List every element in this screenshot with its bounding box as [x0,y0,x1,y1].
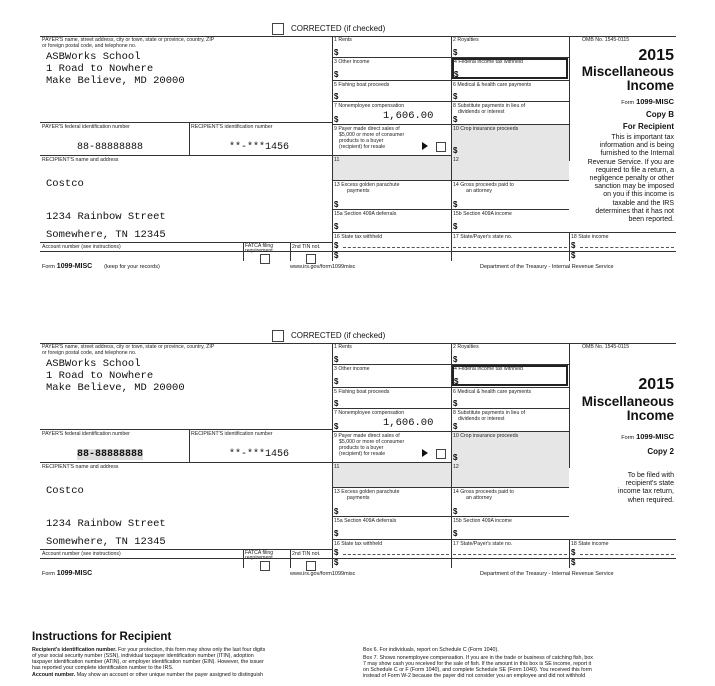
box14-dollar: $ [453,507,458,516]
box7-label: 7 Nonemployee compensation [334,103,405,109]
instr-right-2: Box 7. Shows nonemployee compensation. If you are in the trade or business of catching fish, box [363,655,593,661]
footer-form-label: Form [42,571,55,577]
box13-dollar: $ [334,507,339,516]
instr-text-1: For your protection, this form may show only the last four digits [116,647,266,653]
omb-number: OMB No. 1545-0115 [582,344,630,350]
box10-label: 10 Crop insurance proceeds [453,433,519,439]
box14-label: 14 Gross proceeds paid to [453,489,514,495]
box9-label-2: $5,000 or more of consumer [339,439,405,445]
box3-dollar: $ [334,377,339,386]
box16-dollar-2: $ [334,251,339,260]
box15a-label: 15a Section 409A deferrals [334,518,397,524]
notice-line: required to file a return, a [595,166,674,174]
recipient-id: **-***1456 [229,449,290,460]
form-name: 1099-MISC [636,97,674,106]
recipient-name: Costco [46,485,84,497]
box16-dollar: $ [334,548,339,557]
footer-form-name: 1099-MISC [56,570,93,577]
instr-text-5: May show an account or other unique number the payer assigned to distinguish [75,672,264,678]
box18-label: 18 State income [571,234,609,240]
box2-dollar: $ [453,355,458,364]
payer-address-2: Make Believe, MD 20000 [46,75,185,87]
form-title: Miscellaneous [581,394,674,409]
notice-line: on you if this income is [603,191,674,199]
box4-dollar: $ [454,377,459,386]
footer-url: www.irs.gov/form1099misc [290,571,356,577]
payer-name: ASBWorks School [46,358,141,370]
corrected-label: CORRECTED (if checked) [291,24,386,33]
payer-address-1: 1 Road to Nowhere [46,370,154,382]
box15b-label: 15b Section 409A income [453,211,512,217]
notice-line: information and is being [599,142,674,150]
corrected-label: CORRECTED (if checked) [291,331,386,340]
box3-dollar: $ [334,70,339,79]
box18-label: 18 State income [571,541,609,547]
box5-dollar: $ [334,92,339,101]
box17-label: 17 State/Payer's state no. [453,541,513,547]
tin-checkbox[interactable] [306,254,316,264]
box15b-label: 15b Section 409A income [453,518,512,524]
footer-form [42,263,160,270]
tin-checkbox[interactable] [306,561,316,571]
corrected-checkbox[interactable] [272,330,284,342]
recipient-id-label: RECIPIENT'S identification number [191,431,273,437]
footer-keep: (keep for your records) [104,264,160,270]
box16-label: 16 State tax withheld [334,541,383,547]
payer-label-2: or foreign postal code, and telephone no. [42,350,137,356]
instr-text-4: has reported your complete identification number to the IRS. [32,665,174,671]
footer-form-label: Form [42,264,55,270]
arrow-icon [422,142,428,150]
box5-dollar: $ [334,399,339,408]
box16-dollar: $ [334,241,339,250]
box7-dollar: $ [334,115,339,124]
payer-label: PAYER'S name, street address, city or town, state or province, country, ZIP [42,344,215,350]
box2-label: 2 Royalties [453,37,479,43]
box9-label-4: (recipient) for resale [339,144,386,150]
instructions-right [363,647,683,679]
copy-label: Copy 2 [647,447,674,456]
box15b-dollar: $ [453,222,458,231]
account-label: Account number (see instructions) [42,244,121,250]
footer-url: www.irs.gov/form1099misc [290,264,356,270]
box1-dollar: $ [334,48,339,57]
instr-right-5: instead of Form W-2 because the payer did not consider you an employee and did not withhold [363,673,586,679]
box13-dollar: $ [334,200,339,209]
box14-label: 14 Gross proceeds paid to [453,182,514,188]
box8-label: 8 Substitute payments in lieu of [453,103,526,109]
notice-line: determines that it has not [595,207,674,215]
box2-dollar: $ [453,48,458,57]
box16-label: 16 State tax withheld [334,234,383,240]
account-label: Account number (see instructions) [42,551,121,557]
box8-label: 8 Substitute payments in lieu of [453,410,526,416]
form-name-line [570,432,674,441]
box9-label-3: products to a buyer [339,445,384,451]
box13-label: 13 Excess golden parachute [334,489,400,495]
fatca-checkbox[interactable] [260,561,270,571]
tax-year: 2015 [638,47,674,64]
footer-dept: Department of the Treasury - Internal Revenue Service [480,571,614,577]
fatca-checkbox[interactable] [260,254,270,264]
copy-sub-label: For Recipient [622,122,674,131]
box10-dollar: $ [453,146,458,155]
footer-form-name: 1099-MISC [56,263,93,270]
instr-bold-1: Recipient's identification number. [32,647,117,653]
notice-line: negligence penalty or other [589,175,674,183]
instr-right-3: 7 may show cash you received for the sale of fish. If the amount in this box is SE income, report it [363,661,592,667]
box7-label: 7 Nonemployee compensation [334,410,405,416]
box3-label: 3 Other income [334,59,370,65]
box9-label: 9 Payer made direct sales of [334,433,400,439]
box14-label-2: an attorney [466,188,492,194]
payer-fid-label: PAYER'S federal identification number [42,124,130,130]
notice-text [566,472,674,505]
box6-label: 6 Medical & health care payments [453,389,532,395]
form-title-2: Income [626,78,674,93]
corrected-checkbox[interactable] [272,23,284,35]
box15a-dollar: $ [334,222,339,231]
recipient-address-1: 1234 Rainbow Street [46,211,166,223]
box11-label: 11 [334,464,340,470]
payer-address-1: 1 Road to Nowhere [46,63,154,75]
instructions-title: Instructions for Recipient [32,631,172,643]
box9-label-3: products to a buyer [339,138,384,144]
fatca-label: FATCA filing [245,550,274,556]
box9-label-4: (recipient) for resale [339,451,386,457]
recipient-name-label: RECIPIENT'S name and address [42,157,119,163]
recipient-name: Costco [46,178,84,190]
payer-name: ASBWorks School [46,51,141,63]
payer-address-2: Make Believe, MD 20000 [46,382,185,394]
box8-dollar: $ [453,422,458,431]
box9-label-2: $5,000 or more of consumer [339,132,405,138]
box15a-dollar: $ [334,529,339,538]
form-label: Form [621,100,635,106]
notice-line: when required. [627,496,674,504]
form-name-line [570,97,674,106]
payer-label: PAYER'S name, street address, city or town, state or province, country, ZIP [42,37,215,43]
box6-dollar: $ [453,399,458,408]
box14-label-2: an attorney [466,495,492,501]
box6-dollar: $ [453,92,458,101]
box2-label: 2 Royalties [453,344,479,350]
arrow-icon [422,449,428,457]
payer-fid: 88-88888888 [77,449,144,460]
payer-fid: 88-88888888 [77,142,144,153]
box18-dollar: $ [571,241,576,250]
box6-label: 6 Medical & health care payments [453,82,532,88]
recipient-name-label: RECIPIENT'S name and address [42,464,119,470]
box7-value: 1,606.00 [383,417,434,429]
box9-checkbox[interactable] [436,449,446,459]
box12-label: 12 [453,464,459,470]
payer-label-2: or foreign postal code, and telephone no. [42,43,137,49]
notice-line: This is important tax [611,134,674,141]
notice-line: income tax return, [617,488,674,496]
box8-dollar: $ [453,115,458,124]
box8-label-2: dividends or interest [458,109,505,115]
box15a-label: 15a Section 409A deferrals [334,211,397,217]
form-name: 1099-MISC [636,432,674,441]
instr-text-2: of your social security number (SSN), individual taxpayer identification number (ITIN), adoption [32,653,254,659]
notice-line: sanction may be imposed [594,183,674,191]
recipient-address-2: Somewhere, TN 12345 [46,536,166,548]
fatca-label: FATCA filing [245,243,274,249]
notice-line: furnished to the Internal [600,150,674,158]
form-title-2: Income [626,408,674,423]
box12-label: 12 [453,157,459,163]
box10-label: 10 Crop insurance proceeds [453,126,519,132]
omb-number: OMB No. 1545-0115 [582,37,630,43]
box13-label-2: payments [347,188,370,194]
recipient-id: **-***1456 [229,142,290,153]
recipient-address-2: Somewhere, TN 12345 [46,229,166,241]
notice-line: taxable and the IRS [612,199,674,207]
fatca-label-2: requirement [245,248,273,254]
box13-label: 13 Excess golden parachute [334,182,400,188]
box14-dollar: $ [453,200,458,209]
notice-text [566,134,674,224]
box5-label: 5 Fishing boat proceeds [334,82,390,88]
copy-label: Copy B [646,110,674,119]
notice-line: To be filed with [627,472,674,479]
fatca-label-2: requirement [245,555,273,561]
instr-text-3: taxpayer identification number (ATIN), or employer identification number (EIN). However, the issuer [32,659,264,665]
box4-dollar: $ [454,70,459,79]
box4-label: 4 Federal income tax withheld [454,366,523,372]
box8-label-2: dividends or interest [458,416,505,422]
recipient-address-1: 1234 Rainbow Street [46,518,166,530]
box16-dollar-2: $ [334,558,339,567]
tin-label: 2nd TIN not. [292,244,321,250]
tin-label: 2nd TIN not. [292,551,321,557]
notice-line: recipient's state [625,480,674,488]
payer-fid-label: PAYER'S federal identification number [42,431,130,437]
box18-dollar: $ [571,548,576,557]
box1-label: 1 Rents [334,37,352,43]
box7-dollar: $ [334,422,339,431]
box7-value: 1,606.00 [383,110,434,122]
box15b-dollar: $ [453,529,458,538]
notice-line: been reported. [628,216,674,224]
box10-dollar: $ [453,453,458,462]
footer-form [42,570,102,577]
box3-label: 3 Other income [334,366,370,372]
box17-label: 17 State/Payer's state no. [453,234,513,240]
box18-dollar-2: $ [571,558,576,567]
instr-right-1: Box 6. For individuals, report on Schedule C (Form 1040). [363,647,499,653]
box13-label-2: payments [347,495,370,501]
form-label: Form [621,435,635,441]
box1-dollar: $ [334,355,339,364]
box9-label: 9 Payer made direct sales of [334,126,400,132]
box4-label: 4 Federal income tax withheld [454,59,523,65]
box18-dollar-2: $ [571,251,576,260]
tax-year: 2015 [638,376,674,393]
form-title: Miscellaneous [581,64,674,79]
notice-line: Revenue Service. If you are [587,158,674,166]
box9-checkbox[interactable] [436,142,446,152]
footer-dept: Department of the Treasury - Internal Revenue Service [480,264,614,270]
box1-label: 1 Rents [334,344,352,350]
instr-bold-2: Account number. [32,672,76,678]
recipient-id-label: RECIPIENT'S identification number [191,124,273,130]
box11-label: 11 [334,157,340,163]
instr-right-4: on Schedule C or F (Form 1040), and complete Schedule SE (Form 1040). You received this form [363,667,592,673]
instructions-left [32,647,362,678]
box5-label: 5 Fishing boat proceeds [334,389,390,395]
